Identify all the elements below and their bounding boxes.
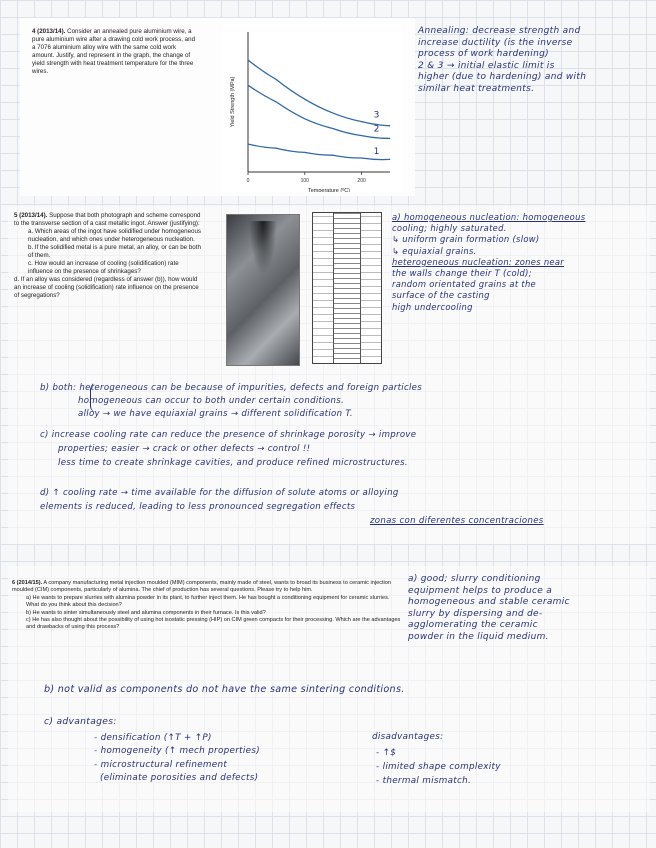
series-point-2 <box>276 102 277 103</box>
q6-drawback-line: - ↑$ <box>376 748 397 758</box>
q6-title: 6 (2014/15). <box>12 580 43 586</box>
q6-answer-a-line: a) good; slurry conditioning <box>408 574 541 584</box>
q5-part-b: b. If the solidified metal is a pure metal, an alloy, or can be both of them. <box>28 244 201 259</box>
q5-answer-b <box>40 382 422 421</box>
series-point-2 <box>361 135 362 136</box>
series-point-1 <box>333 155 334 156</box>
series-label-2: 2 <box>373 124 380 135</box>
q4-answer-line: increase ductility (is the inverse <box>418 37 573 48</box>
q4-answer-line: higher (due to hardening) and with <box>418 72 587 82</box>
q5-answer-b-line: homogeneous can occur to both under certain conditions. <box>78 396 345 406</box>
q5-text: Suppose that both photograph and scheme correspond to the transverse section of a cast metallic ingot. Answer (justifying): <box>14 212 201 227</box>
q5-answer-a-line: surface of the casting <box>392 290 490 301</box>
series-point-1 <box>390 159 391 160</box>
q5-answer-a <box>392 212 585 313</box>
q6-advantage-line: - homogeneity (↑ mech properties) <box>94 746 260 757</box>
q5-answer-d <box>40 486 544 528</box>
q4-answer-line: process of work hardening) <box>418 49 549 59</box>
q5-answer-b-line: alloy → we have equiaxial grains → different solidification T. <box>78 409 353 419</box>
q6-answer-a-line: slurry by dispersing and de- <box>408 608 543 619</box>
series-point-2 <box>333 128 334 129</box>
q4-answer-line: Annealing: decrease strength and <box>418 26 581 36</box>
q6-answer-a-line: agglomerating the ceramic <box>408 620 538 631</box>
x-axis-label: Temperature (ºC) <box>307 188 351 192</box>
q6-answer-c-head: c) advantages: <box>44 716 117 727</box>
series-point-3 <box>276 79 277 80</box>
q4-text: Consider an annealed pure aluminium wire, a pure aluminium wire after a drawing cold work process, and a 7076 aluminium alloy wire with the same cold work amount. Justify, and represent in the graph, the change of yield strength with heat treatment temperature for the three wires. <box>32 28 196 75</box>
series-point-3 <box>390 125 391 126</box>
q6-drawbacks-list <box>376 746 501 788</box>
ingot-scheme <box>312 212 382 364</box>
q5-answer-c-line: less time to create shrinkage cavities, and produce refined microstructures. <box>58 458 408 468</box>
q5-question <box>14 212 204 300</box>
q5-answer-a-line: ↳ equiaxial grains. <box>392 245 477 256</box>
q6-part-c: c) He has also thought about the possibility of using hot isostatic pressing (HIP) on CIM green compacts for their processing. Which are the advantages and drawbacks of using this process? <box>26 617 401 631</box>
series-point-3 <box>304 99 305 100</box>
q4-answer-line: 2 & 3 → initial elastic limit is <box>418 60 555 71</box>
q4-answer <box>418 26 586 95</box>
q6-advantage-line: - microstructural refinement <box>94 759 228 770</box>
q5-answer-d-line: zonas con diferentes concentraciones <box>370 516 544 526</box>
q5-answer-a-line: cooling; highly saturated. <box>392 223 507 234</box>
q6-answer-a-line: homogeneous and stable ceramic <box>408 597 570 608</box>
q6-advantage-line: - densification (↑T + ↑P) <box>94 733 212 743</box>
q6-answer-a-line: equipment helps to produce a <box>408 585 553 596</box>
series-point-1 <box>248 144 249 145</box>
q6-text: A company manufacturing metal injection moulded (MIM) components, mainly made of steel, wants to broad its business to ceramic injection moulded (CIM) components, particularly of alumina. The chief of production has several questions. Please try to help him. <box>12 580 392 594</box>
series-point-2 <box>390 138 391 139</box>
q5-answer-c <box>40 428 416 470</box>
series-point-3 <box>248 60 249 61</box>
q4-answer-line: similar heat treatments. <box>418 83 535 94</box>
q4-question <box>32 28 200 76</box>
q5-answer-b-line: b) both: heterogeneous can be because of impurities, defects and foreign particles <box>40 383 423 393</box>
series-point-1 <box>361 158 362 159</box>
ingot-photograph <box>226 214 300 366</box>
q5-answer-c-line: c) increase cooling rate can reduce the presence of shrinkage porosity → improve <box>40 430 417 440</box>
q5-part-a: a. Which areas of the ingot have solidified under homogeneous nucleation, and which ones under heterogeneous nucleation. <box>28 228 202 243</box>
q6-question <box>12 580 402 632</box>
q5-answer-a-line: the walls change their T (cold); <box>392 268 532 279</box>
q5-answer-a-line: heterogeneous nucleation: zones near <box>392 256 565 267</box>
q4-title: 4 (2013/14). <box>32 28 66 35</box>
x-tick-label: 100 <box>300 178 309 184</box>
q6-drawback-line: - thermal mismatch. <box>376 776 472 786</box>
series-label-3: 3 <box>373 110 380 121</box>
q5-answer-a-line: a) homogeneous nucleation: homogeneous <box>392 212 586 222</box>
q6-answer-a <box>408 574 570 644</box>
q6-advantages-list <box>94 732 260 786</box>
series-point-2 <box>304 118 305 119</box>
q5-title: 5 (2013/14). <box>14 212 48 219</box>
q5-answer-c-line: properties; easier → crack or other defects → control !! <box>58 444 311 454</box>
q5-part-d: d. If an alloy was considered (regardless of answer (b)), how would an increase of cooling (solidification) rate influence on the presence of segregations? <box>14 276 199 299</box>
q6-advantage-line: (eliminate porosities and defects) <box>100 773 259 784</box>
q6-answer-b: b) not valid as components do not have the same sintering conditions. <box>44 684 405 695</box>
q6-drawbacks-head: disadvantages: <box>372 732 444 742</box>
series-point-1 <box>304 152 305 153</box>
series-point-3 <box>361 121 362 122</box>
q5-answer-a-line: high undercooling <box>392 301 473 312</box>
series-point-3 <box>333 113 334 114</box>
x-tick-label: 200 <box>357 178 366 184</box>
q6-drawback-line: - limited shape complexity <box>376 762 501 772</box>
y-axis-label: Yield Strength (MPa) <box>230 76 236 128</box>
q6-answer-a-line: powder in the liquid medium. <box>408 631 549 642</box>
series-point-1 <box>276 148 277 149</box>
series-point-2 <box>248 85 249 86</box>
q6-part-b: b) He wants to sinter simultaneously steel and alumina components in their furnace. Is this valid? <box>26 609 266 616</box>
yield-strength-chart <box>222 24 402 192</box>
q6-part-a: a) He wants to prepare slurries with alumina powder in its plant, to further inject them. He has bought a conditioning equipment for ceramic slurries. What do you think about this decision? <box>26 594 390 609</box>
q5-answer-a-line: random orientated grains at the <box>392 279 537 290</box>
series-label-1: 1 <box>373 147 380 157</box>
q5-answer-d-line: elements is reduced, leading to less pronounced segregation effects <box>40 502 356 512</box>
q5-answer-d-line: d) ↑ cooling rate → time available for the diffusion of solute atoms or alloying <box>40 488 399 498</box>
q5-part-c: c. How would an increase of cooling (solidification) rate influence on the presence of shrinkages? <box>28 260 179 275</box>
x-tick-label: 0 <box>246 178 250 184</box>
q5-answer-a-line: ↳ uniform grain formation (slow) <box>392 234 540 245</box>
